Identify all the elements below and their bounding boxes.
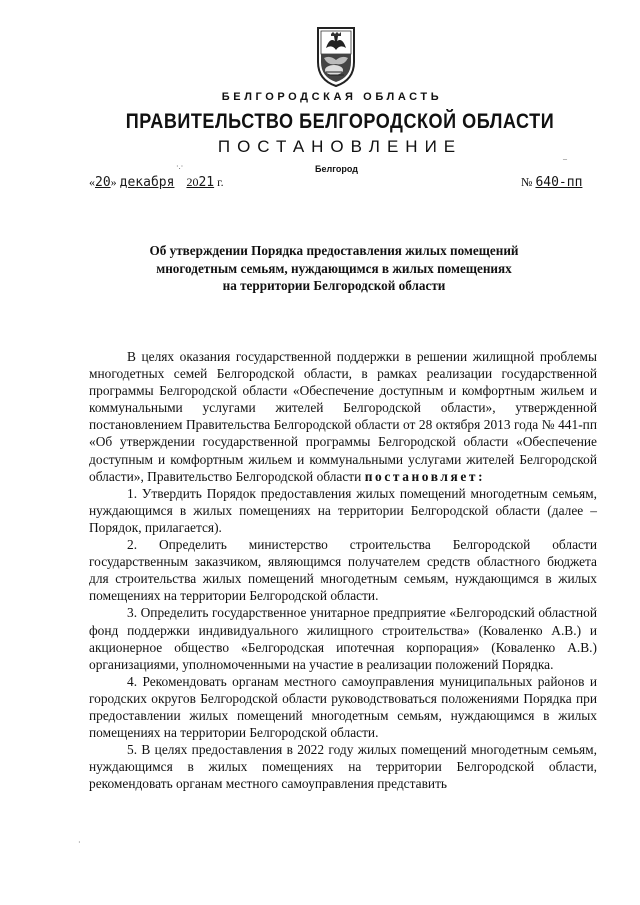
date-year-unit: г. xyxy=(217,175,224,189)
number-prefix: № xyxy=(521,175,533,189)
document-date xyxy=(89,175,224,190)
document-body xyxy=(89,348,597,792)
date-month: декабря xyxy=(119,175,175,190)
number-value: 640-пп xyxy=(535,175,583,190)
date-day: 20 xyxy=(95,175,111,190)
scan-speck: – xyxy=(563,154,567,163)
coat-of-arms-emblem xyxy=(312,22,360,88)
date-year-suffix: 21 xyxy=(198,175,215,190)
title-line: на территории Белгородской области xyxy=(222,278,446,293)
preamble-verb: постановляет: xyxy=(364,468,486,484)
item-5: 5. В целях предоставления в 2022 году жилых помещений многодетным семьям, нуждающимся в жилых помещениях на территории Белгородской области, рекомендовать органам местного самоуправления представить xyxy=(89,742,597,792)
date-open-quote: « xyxy=(89,175,95,189)
item-1: 1. Утвердить Порядок предоставления жилых помещений многодетным семьям, нуждающимся в жилых помещениях на территории Белгородской области (далее – Порядок, прилагается). xyxy=(89,485,597,535)
item-2: 2. Определить министерство строительства Белгородской области государственным заказчиком, являющимся получателем средств областного бюджета для строительства жилых помещений многодетным семьям, нуждающимся в жилых помещениях на территории Белгородской области. xyxy=(89,537,597,604)
preamble-text: В целях оказания государственной поддержки в решении жилищной проблемы многодетных семей Белгородской области, в рамках реализации государственной программы Белгородской области «Обеспечение доступным и комфортным жильем и коммунальными услугами жителей Белгородской области», утвержденной постановлением Правительства Белгородской области от 28 октября 2013 года № 441-пп «Об утверждении государственной программы Белгородской области «Обеспечение доступным и комфортным жильем и коммунальными услугами жителей Белгородской области», Правительство Белгородской области xyxy=(89,349,597,484)
document-number xyxy=(521,175,582,190)
date-year-prefix: 20 xyxy=(186,175,199,189)
scan-speck: ·.· xyxy=(176,162,184,171)
region-name: БЕЛГОРОДСКАЯ ОБЛАСТЬ xyxy=(221,91,443,103)
title-line: Об утверждении Порядка предоставления жилых помещений xyxy=(149,243,519,258)
preamble-paragraph xyxy=(89,348,597,485)
item-3: 3. Определить государственное унитарное предприятие «Белгородский областной фонд поддержки индивидуального жилищного строительства» (Коваленко А.В.) и акционерное общество «Белгородская ипотечная корпорация» (Коваленко А.В.) организациями, уполномоченными на участие в реализации положений Порядка. xyxy=(89,605,597,672)
document-type: ПОСТАНОВЛЕНИЕ xyxy=(217,137,463,156)
city-name: Белгород xyxy=(315,164,358,174)
item-4: 4. Рекомендовать органам местного самоуправления муниципальных районов и городских округов Белгородской области руководствоваться положениями Порядка при предоставлении жилых помещений многодетным семьям, нуждающимся в жилых помещениях на территории Белгородской области. xyxy=(89,673,597,741)
scan-speck: · xyxy=(78,838,81,847)
title-line: многодетным семьям, нуждающимся в жилых помещениях xyxy=(156,260,512,276)
government-name: ПРАВИТЕЛЬСТВО БЕЛГОРОДСКОЙ ОБЛАСТИ xyxy=(125,110,555,133)
document-title xyxy=(0,242,640,295)
date-close-quote: » xyxy=(110,175,117,189)
